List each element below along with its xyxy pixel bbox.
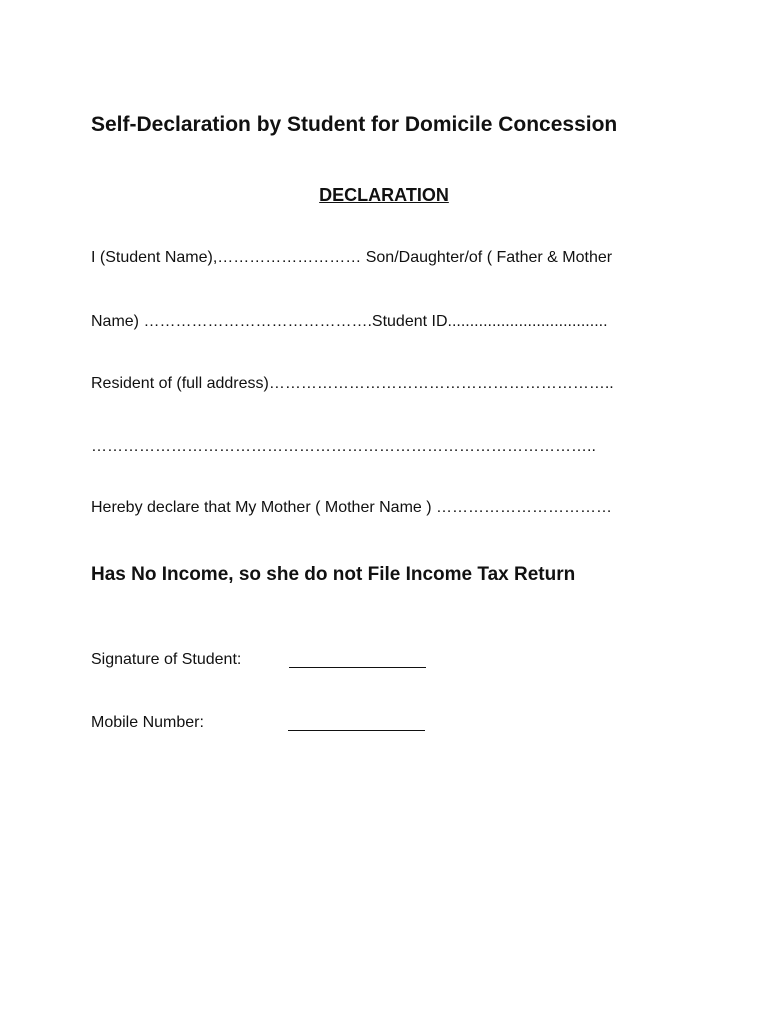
parent-name-student-id-line: Name) …………………………………….Student ID.................................... [91,313,608,330]
signature-label: Signature of Student: [91,651,242,668]
student-name-line: I (Student Name),……………………… Son/Daughter/of ( Father & Mother [91,249,613,266]
document-title: Self-Declaration by Student for Domicile Concession [91,113,618,136]
mobile-number-label: Mobile Number: [91,714,204,731]
signature-blank-line [289,667,426,668]
address-continuation-line: ………………………………………………………………………………….. [91,438,596,455]
declaration-heading: DECLARATION [319,185,449,205]
address-line: Resident of (full address)……………………………………………………….. [91,375,614,392]
mother-declaration-line: Hereby declare that My Mother ( Mother Name ) …………………………… [91,499,613,516]
no-income-statement: Has No Income, so she do not File Income Tax Return [91,564,576,585]
mobile-number-blank-line [288,730,425,731]
